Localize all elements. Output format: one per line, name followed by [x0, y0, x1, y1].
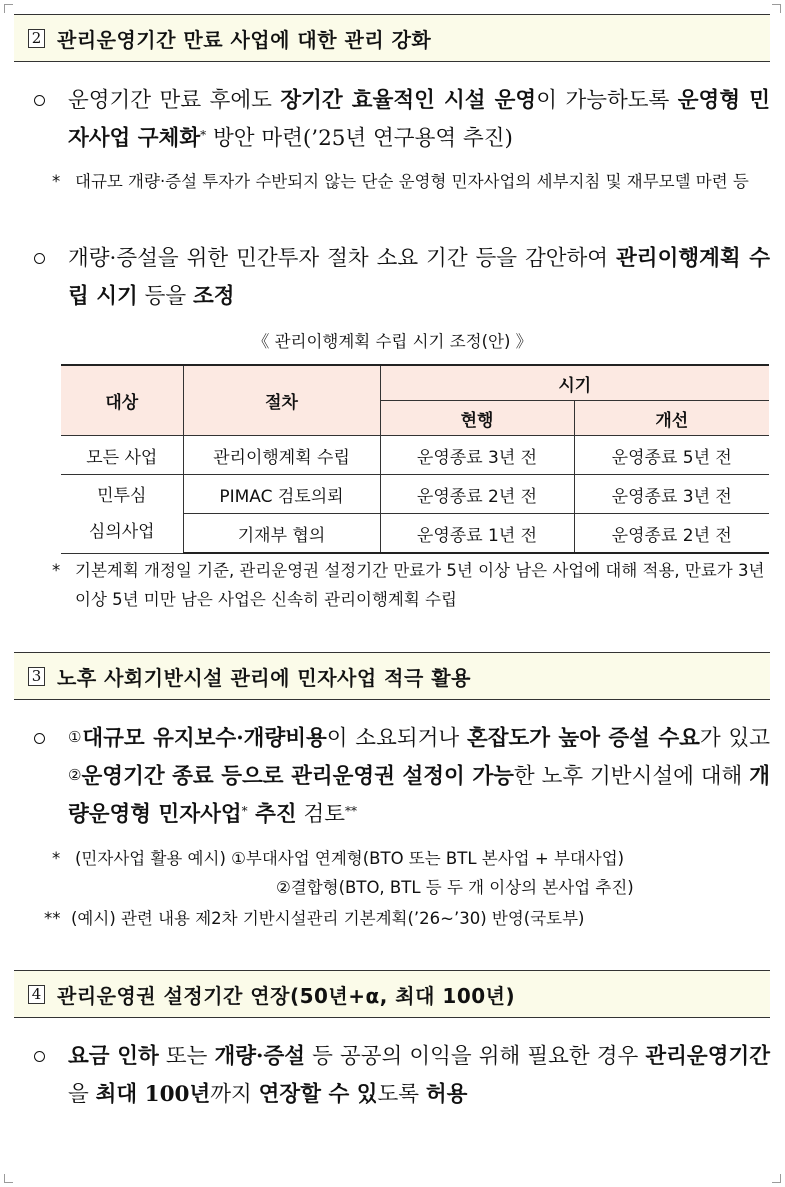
text-run: 검토 [296, 802, 346, 827]
emphasis-text: 허용 [425, 1082, 468, 1107]
bullet-paragraph [34, 720, 770, 834]
emphasis-text: 운영형 민자사업 구체화 [68, 88, 770, 151]
text-run: 이 가능하도록 [536, 88, 678, 113]
text-run: 도록 [377, 1082, 426, 1107]
footnote [52, 556, 772, 614]
cell-current: 운영종료 2년 전 [380, 475, 574, 514]
text-run: 가 있고 [699, 726, 770, 751]
cell-target [61, 475, 183, 554]
emphasis-text: 추진 [247, 802, 297, 827]
section-number-box: 2 [28, 29, 45, 48]
text-run: 또는 [158, 1044, 215, 1069]
section-title: 관리운영기간 만료 사업에 대한 관리 강화 [57, 27, 432, 52]
bullet-paragraph [34, 82, 770, 158]
footnote [52, 844, 772, 902]
table-row [61, 436, 769, 475]
page-corner-mark [772, 4, 781, 13]
text-run: 등을 [137, 284, 194, 309]
circle-bullet-icon [34, 1051, 45, 1062]
emphasis-text: 조정 [193, 284, 235, 309]
cell-improved: 운영종료 5년 전 [574, 436, 769, 475]
footnote-marker: * [200, 128, 207, 142]
emphasis-text: 관리운영기간 [645, 1044, 771, 1069]
circled-number: ① [68, 728, 83, 746]
text-run: 을 [68, 1082, 96, 1107]
footnote-text: (민자사업 활용 예시) ①부대사업 연계형(BTO 또는 BTL 본사업 + 부대사업) [75, 849, 625, 868]
cell-target-line: 민투심 [97, 485, 147, 506]
cell-procedure: PIMAC 검토의뢰 [183, 475, 380, 514]
footnote-marker: * [52, 172, 61, 191]
emphasis-text: 대규모 유지보수·개량비용 [82, 726, 327, 751]
footnote-marker: ** [44, 909, 61, 928]
circle-bullet-icon [34, 733, 45, 744]
footnote-text: (예시) 관련 내용 제2차 기반시설관리 기본계획(’26~’30) 반영(국토부) [71, 909, 585, 928]
header-current: 현행 [380, 401, 574, 436]
bullet-paragraph [34, 240, 770, 316]
footnote-marker: * [52, 561, 61, 580]
table-row [61, 475, 769, 514]
emphasis-text: 운영기간 종료 등으로 관리운영권 설정이 가능 [81, 764, 514, 789]
schedule-table [61, 364, 769, 554]
header-target: 대상 [61, 365, 183, 436]
footnote-marker: * [241, 804, 248, 818]
circle-bullet-icon [34, 95, 45, 106]
header-timing: 시기 [380, 365, 769, 401]
emphasis-text: 요금 인하 [68, 1044, 159, 1069]
page-corner-mark [4, 4, 13, 13]
footnote [44, 904, 770, 933]
emphasis-text: 장기간 효율적인 시설 운영 [280, 88, 537, 113]
emphasis-text: 개량·증설 [214, 1044, 306, 1069]
footnote-text: 기본계획 개정일 기준, 관리운영권 설정기간 만료가 5년 이상 남은 사업에 대해 적용, 만료가 3년 이상 5년 미만 남은 사업은 신속히 관리이행계획 수립 [75, 561, 765, 609]
footnote [52, 167, 772, 196]
section-heading-4 [14, 970, 770, 1018]
emphasis-text: 최대 100년 [95, 1082, 211, 1107]
section-heading-2 [14, 14, 770, 62]
header-improved: 개선 [574, 401, 769, 436]
cell-improved: 운영종료 3년 전 [574, 475, 769, 514]
text-run: 이 소요되거나 [326, 726, 467, 751]
cell-current: 운영종료 1년 전 [380, 514, 574, 554]
emphasis-text: 개량운영형 민자사업 [68, 764, 771, 827]
cell-procedure: 관리이행계획 수립 [183, 436, 380, 475]
text-run: 방안 마련(’25년 연구용역 추진) [206, 126, 513, 151]
emphasis-text: 관리이행계획 수립 시기 [68, 246, 771, 309]
page-corner-mark [772, 1174, 781, 1183]
emphasis-text: 연장할 수 있 [258, 1082, 378, 1107]
emphasis-text: 혼잡도가 높아 증설 수요 [466, 726, 700, 751]
section-title: 관리운영권 설정기간 연장(50년+α, 최대 100년) [57, 983, 516, 1008]
table-title: 《 관리이행계획 수립 시기 조정(안) 》 [252, 332, 533, 351]
cell-improved: 운영종료 2년 전 [574, 514, 769, 554]
header-procedure: 절차 [183, 365, 380, 436]
section-number-box: 4 [28, 985, 45, 1004]
section-title: 노후 사회기반시설 관리에 민자사업 적극 활용 [57, 665, 471, 690]
footnote-text: 대규모 개량·증설 투자가 수반되지 않는 단순 운영형 민자사업의 세부지침 및 재무모델 마련 등 [75, 172, 749, 191]
footnote-marker: * [52, 849, 61, 868]
page-corner-mark [4, 1174, 13, 1183]
cell-current: 운영종료 3년 전 [380, 436, 574, 475]
section-heading-3 [14, 652, 770, 700]
bullet-paragraph [34, 1038, 770, 1114]
footnote-marker: ** [345, 804, 358, 818]
cell-procedure: 기재부 협의 [183, 514, 380, 554]
section-number-box: 3 [28, 667, 45, 686]
cell-target: 모든 사업 [61, 436, 183, 475]
text-run: 개량·증설을 위한 민간투자 절차 소요 기간 등을 감안하여 [68, 246, 617, 271]
text-run: 한 노후 기반시설에 대해 [513, 764, 750, 789]
footnote-text: ②결합형(BTO, BTL 등 두 개 이상의 본사업 추진) [276, 878, 634, 897]
text-run: 까지 [210, 1082, 259, 1107]
text-run: 등 공공의 이익을 위해 필요한 경우 [305, 1044, 646, 1069]
circle-bullet-icon [34, 253, 45, 264]
circled-number: ② [68, 766, 82, 784]
text-run: 운영기간 만료 후에도 [68, 88, 281, 113]
cell-target-line: 심의사업 [88, 521, 155, 542]
